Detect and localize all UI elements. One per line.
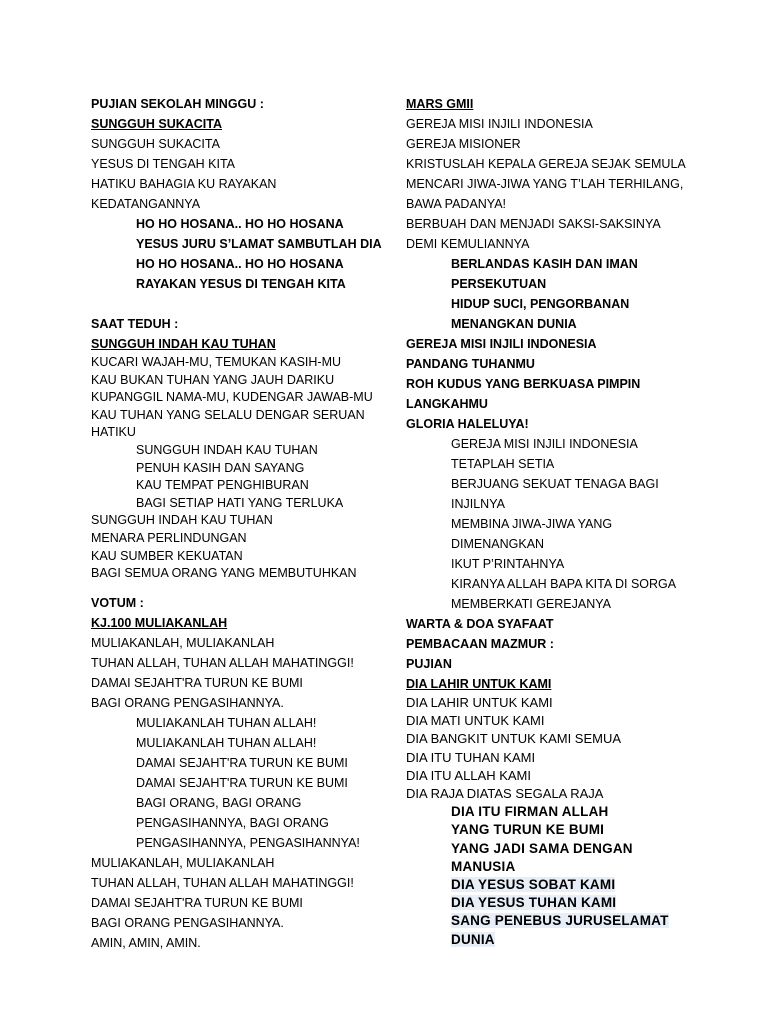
verse	[91, 354, 381, 442]
lyric-line: MULIAKANLAH TUHAN ALLAH!	[136, 735, 317, 750]
lyric-line: GEREJA MISI INJILI INDONESIA	[406, 337, 597, 351]
lyric-line: PERSEKUTUAN	[451, 277, 547, 291]
verse-bold	[406, 334, 706, 434]
lyric-line: DIA BANGKIT UNTUK KAMI SEMUA	[406, 731, 622, 747]
verse	[91, 853, 381, 953]
lyric-line: DAMAI SEJAHT'RA TURUN KE BUMI	[91, 895, 303, 910]
song-title: KJ.100 MULIAKANLAH	[91, 615, 228, 630]
lyric-line: BAGI SETIAP HATI YANG TERLUKA	[136, 495, 344, 510]
verse	[91, 633, 381, 713]
section-header: SAAT TEDUH :	[91, 317, 179, 331]
lyric-line: DIA RAJA DIATAS SEGALA RAJA	[406, 786, 604, 802]
song-title: MARS GMII	[406, 97, 474, 111]
lyric-line: KUCARI WAJAH-MU, TEMUKAN KASIH-MU	[91, 355, 342, 369]
lyric-line: DIA ITU TUHAN KAMI	[406, 749, 536, 765]
lyric-line: GEREJA MISI INJILI INDONESIA	[451, 437, 638, 451]
lyric-line: HO HO HOSANA.. HO HO HOSANA	[136, 217, 344, 231]
lyric-line: PENGASIHANNYA, PENGASIHANNYA!	[136, 835, 360, 850]
chorus	[91, 713, 381, 853]
lyric-line: GLORIA HALELUYA!	[406, 417, 529, 431]
section-mars-gmii	[406, 94, 706, 114]
section-header: PUJIAN	[406, 657, 452, 671]
lyric-line: RAYAKAN YESUS DI TENGAH KITA	[136, 277, 346, 291]
lyric-line: PANDANG TUHANMU	[406, 357, 535, 371]
lyric-line: TUHAN ALLAH, TUHAN ALLAH MAHATINGGI!	[91, 875, 354, 890]
lyric-line: BAGI ORANG, BAGI ORANG	[136, 795, 302, 810]
chorus	[406, 803, 706, 949]
section-votum	[91, 593, 381, 633]
section-pujian-sekolah-minggu	[91, 94, 381, 134]
section-header: PEMBACAAN MAZMUR :	[406, 637, 554, 651]
lyric-line: BERBUAH DAN MENJADI SAKSI-SAKSINYA	[406, 217, 661, 231]
highlighted-text: DIA YESUS SOBAT KAMI	[451, 877, 616, 893]
song-title: SUNGGUH INDAH KAU TUHAN	[91, 337, 276, 351]
verse	[91, 134, 381, 214]
lyric-line: KIRANYA ALLAH BAPA KITA DI SORGA	[451, 577, 677, 591]
lyric-line: YANG JADI SAMA DENGAN	[451, 840, 633, 856]
chorus	[91, 214, 381, 294]
lyric-line: MULIAKANLAH TUHAN ALLAH!	[136, 715, 317, 730]
lyric-line: HATIKU BAHAGIA KU RAYAKAN	[91, 177, 277, 191]
lyric-line: DIMENANGKAN	[451, 537, 545, 551]
song-title: DIA LAHIR UNTUK KAMI	[406, 677, 552, 691]
lyric-line: HATIKU	[91, 425, 136, 440]
lyric-line: MENARA PERLINDUNGAN	[91, 530, 247, 545]
section-header: PUJIAN SEKOLAH MINGGU :	[91, 97, 264, 111]
section-header: VOTUM :	[91, 595, 144, 610]
highlighted-text: SANG PENEBUS JURUSELAMAT	[451, 913, 669, 929]
section-header: WARTA & DOA SYAFAAT	[406, 617, 554, 631]
lyric-line: YESUS JURU S’LAMAT SAMBUTLAH DIA	[136, 237, 382, 251]
lyric-line: MEMBINA JIWA-JIWA YANG	[451, 517, 613, 531]
right-column	[406, 94, 706, 949]
lyric-line: PENGASIHANNYA, BAGI ORANG	[136, 815, 329, 830]
lyric-line: KUPANGGIL NAMA-MU, KUDENGAR JAWAB-MU	[91, 390, 373, 405]
section-liturgy	[406, 614, 706, 694]
lyric-line: BAGI ORANG PENGASIHANNYA.	[91, 915, 284, 930]
chorus	[406, 254, 706, 334]
lyric-line: DIA LAHIR UNTUK KAMI	[406, 695, 553, 710]
lyric-line: IKUT P’RINTAHNYA	[451, 557, 565, 571]
lyric-line-highlighted	[451, 894, 706, 912]
lyric-line: TETAPLAH SETIA	[451, 457, 555, 471]
verse	[406, 114, 706, 254]
section-saat-teduh	[91, 314, 381, 354]
lyric-line: DAMAI SEJAHT'RA TURUN KE BUMI	[91, 675, 303, 690]
highlighted-text: DUNIA	[451, 931, 495, 947]
song-title: SUNGGUH SUKACITA	[91, 117, 223, 131]
lyric-line: BAGI SEMUA ORANG YANG MEMBUTUHKAN	[91, 566, 357, 581]
lyric-line: YANG TURUN KE BUMI	[451, 822, 605, 838]
lyric-line: INJILNYA	[451, 497, 505, 511]
lyric-line: KRISTUSLAH KEPALA GEREJA SEJAK SEMULA	[406, 157, 686, 171]
lyric-line: AMIN, AMIN, AMIN.	[91, 935, 201, 950]
lyric-line-highlighted	[451, 912, 706, 930]
lyric-line: TUHAN ALLAH, TUHAN ALLAH MAHATINGGI!	[91, 655, 354, 670]
lyric-line: SUNGGUH SUKACITA	[91, 137, 220, 151]
lyric-line: DEMI KEMULIANNYA	[406, 237, 530, 251]
verse	[91, 512, 381, 582]
lyric-line: MULIAKANLAH, MULIAKANLAH	[91, 635, 275, 650]
lyric-line: BAGI ORANG PENGASIHANNYA.	[91, 695, 284, 710]
lyric-line: KAU TUHAN YANG SELALU DENGAR SERUAN	[91, 407, 365, 422]
lyric-line: MANUSIA	[451, 858, 516, 874]
lyric-line: LANGKAHMU	[406, 397, 488, 411]
lyric-line: SUNGGUH INDAH KAU TUHAN	[136, 442, 318, 457]
lyric-line: HIDUP SUCI, PENGORBANAN	[451, 297, 630, 311]
lyric-line-highlighted	[451, 876, 706, 894]
lyric-line: PENUH KASIH DAN SAYANG	[136, 460, 305, 475]
lyric-line: KAU BUKAN TUHAN YANG JAUH DARIKU	[91, 372, 335, 387]
lyric-line: KEDATANGANNYA	[91, 197, 201, 211]
lyric-line: BAWA PADANYA!	[406, 197, 507, 211]
lyric-line: GEREJA MISI INJILI INDONESIA	[406, 117, 593, 131]
lyric-line: DIA MATI UNTUK KAMI	[406, 713, 545, 729]
lyric-line: MEMBERKATI GEREJANYA	[451, 597, 611, 611]
lyric-line: DAMAI SEJAHT'RA TURUN KE BUMI	[136, 775, 348, 790]
lyric-line: MENCARI JIWA-JIWA YANG T’LAH TERHILANG,	[406, 177, 684, 191]
lyric-line: SUNGGUH INDAH KAU TUHAN	[91, 513, 273, 528]
highlighted-text: DIA YESUS TUHAN KAMI	[451, 895, 617, 911]
lyric-line: KAU SUMBER KEKUATAN	[91, 548, 243, 563]
lyric-line: DIA ITU FIRMAN ALLAH	[451, 804, 609, 820]
left-column	[91, 94, 381, 953]
lyric-line: YESUS DI TENGAH KITA	[91, 157, 236, 171]
lyric-line-highlighted	[451, 931, 706, 949]
lyric-line: MENANGKAN DUNIA	[451, 317, 577, 331]
lyric-line: DAMAI SEJAHT'RA TURUN KE BUMI	[136, 755, 348, 770]
verse	[406, 694, 706, 803]
lyric-line: BERJUANG SEKUAT TENAGA BAGI	[451, 477, 659, 491]
lyric-line: KAU TEMPAT PENGHIBURAN	[136, 478, 309, 493]
lyric-line: HO HO HOSANA.. HO HO HOSANA	[136, 257, 344, 271]
lyric-line: MULIAKANLAH, MULIAKANLAH	[91, 855, 275, 870]
chorus	[91, 442, 381, 512]
chorus	[406, 434, 706, 614]
lyric-line: ROH KUDUS YANG BERKUASA PIMPIN	[406, 377, 641, 391]
lyric-line: BERLANDAS KASIH DAN IMAN	[451, 257, 638, 271]
lyric-line: GEREJA MISIONER	[406, 137, 521, 151]
lyric-line: DIA ITU ALLAH KAMI	[406, 767, 531, 783]
